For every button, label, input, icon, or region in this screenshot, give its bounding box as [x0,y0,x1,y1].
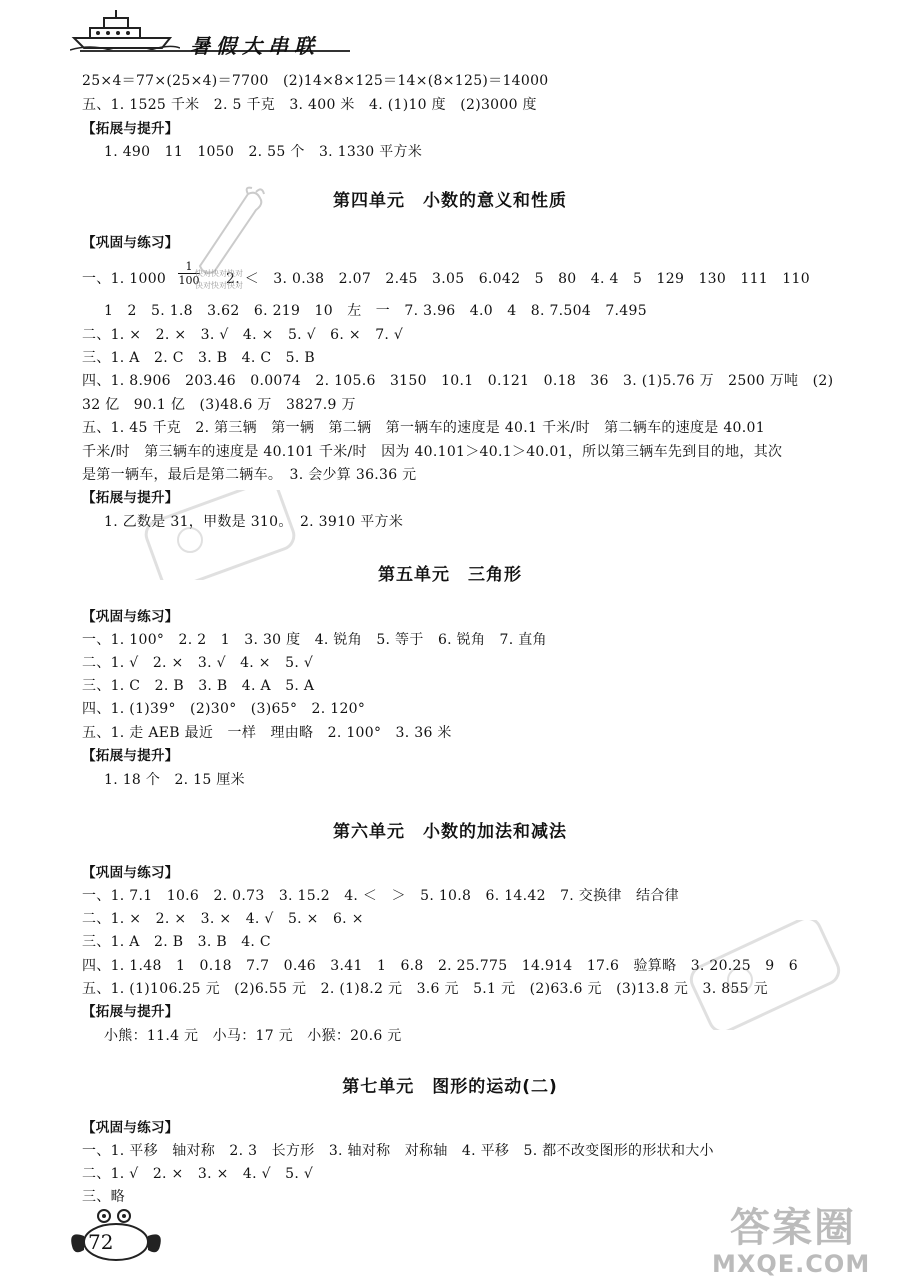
carrot-watermark-icon [190,186,270,276]
unit-title: 第七单元 图形的运动(二) [342,1077,558,1097]
answer-line: 1. 18 个 2. 15 厘米 [104,772,245,788]
answer-line: 二、1. × 2. × 3. √ 4. × 5. √ 6. × 7. √ [82,327,404,343]
answer-line: 一、1. 100° 2. 2 1 3. 30 度 4. 锐角 5. 等于 6. 锐角 7. 直角 [82,632,547,648]
site-logo-watermark: 答案圈 [730,1205,856,1251]
watermark-small-text: 快对快对快对 [195,281,243,290]
crab-mascot-icon [66,1206,166,1266]
section-heading-expand: 【拓展与提升】 [82,1004,179,1020]
answer-line: 是第一辆车，最后是第二辆车。 3. 会少算 36.36 元 [82,467,417,483]
header-title: 暑假大串联 [190,34,320,58]
answer-line: 千米/时 第三辆车的速度是 40.101 千米/时 因为 40.101＞40.1＞40.01，所以第三辆车先到目的地，其次 [82,444,783,460]
fraction-numerator: 1 [185,260,193,273]
stamp-watermark-icon [680,920,850,1030]
answer-line: 三、略 [82,1189,125,1205]
answer-line: 三、1. C 2. B 3. B 4. A 5. A [82,678,315,694]
answer-line: 五、1. 45 千克 2. 第三辆 第一辆 第二辆 第一辆车的速度是 40.1 千米/时 第二辆车的速度是 40.01 [82,420,765,436]
answer-line: 三、1. A 2. B 3. B 4. C [82,934,271,950]
stamp-watermark-icon [140,490,300,580]
answer-line: 五、1. 走 AEB 最近 一样 理由略 2. 100° 3. 36 米 [82,725,452,741]
answer-line: 1. 490 11 1050 2. 55 个 3. 1330 平方米 [104,144,423,160]
answer-line: 一、1. 平移 轴对称 2. 3 长方形 3. 轴对称 对称轴 4. 平移 5. 都不改变图形的形状和大小 [82,1143,714,1159]
answer-line: 25×4＝77×(25×4)＝7700 (2)14×8×125＝14×(8×125)＝14000 [82,73,549,89]
unit-title: 第四单元 小数的意义和性质 [333,191,567,211]
unit-title: 第六单元 小数的加法和减法 [333,822,567,842]
answer-line: 四、1. 8.906 203.46 0.0074 2. 105.6 3150 10.1 0.121 0.18 36 3. (1)5.76 万 2500 万吨 (2) [82,373,834,389]
section-heading-consolidate: 【巩固与练习】 [82,865,179,881]
answer-line: 四、1. 1.48 1 0.18 7.7 0.46 3.41 1 6.8 2. 25.775 14.914 17.6 验算略 3. 20.25 9 6 [82,958,798,974]
answer-line: 二、1. × 2. × 3. × 4. √ 5. × 6. × [82,911,364,927]
fraction-denominator: 100 [178,274,200,287]
answer-line: 一、1. 7.1 10.6 2. 0.73 3. 15.2 4. ＜ ＞ 5. 10.8 6. 14.42 7. 交换律 结合律 [82,888,679,904]
section-heading-consolidate: 【巩固与练习】 [82,609,179,625]
site-url-watermark: MXQE.COM [712,1250,871,1278]
section-heading-consolidate: 【巩固与练习】 [82,235,179,251]
page-number: 72 [88,1230,114,1254]
answer-line: 二、1. √ 2. × 3. × 4. √ 5. √ [82,1166,314,1182]
answer-line: 四、1. (1)39° (2)30° (3)65° 2. 120° [82,701,366,717]
answer-line: 1 2 5. 1.8 3.62 6. 219 10 左 一 7. 3.96 4.0 4 8. 7.504 7.495 [104,303,647,319]
answer-line: 小熊：11.4 元 小马：17 元 小猴：20.6 元 [104,1028,402,1044]
answer-line: 五、1. (1)106.25 元 (2)6.55 元 2. (1)8.2 元 3.6 元 5.1 元 (2)63.6 元 (3)13.8 元 3. 855 元 [82,981,768,997]
answer-line: 一、1. 1000 [82,271,167,287]
answer-line: 二、1. √ 2. × 3. √ 4. × 5. √ [82,655,314,671]
answer-line: 三、1. A 2. C 3. B 4. C 5. B [82,350,315,366]
answer-line: 2. ＜ 3. 0.38 2.07 2.45 3.05 6.042 5 80 4. 4 5 129 130 111 110 [226,271,810,287]
section-heading-expand: 【拓展与提升】 [82,490,179,506]
answer-line: 1. 乙数是 31，甲数是 310。 2. 3910 平方米 [104,514,404,530]
section-heading-expand: 【拓展与提升】 [82,748,179,764]
watermark-small-text: 快对快对快对 [195,269,243,278]
unit-title: 第五单元 三角形 [378,565,522,585]
header-boat-illustration [70,8,180,52]
section-heading-expand: 【拓展与提升】 [82,121,179,137]
answer-line: 五、1. 1525 千米 2. 5 千克 3. 400 米 4. (1)10 度 (2)3000 度 [82,97,537,113]
answer-line: 32 亿 90.1 亿 (3)48.6 万 3827.9 万 [82,397,356,413]
section-heading-consolidate: 【巩固与练习】 [82,1120,179,1136]
